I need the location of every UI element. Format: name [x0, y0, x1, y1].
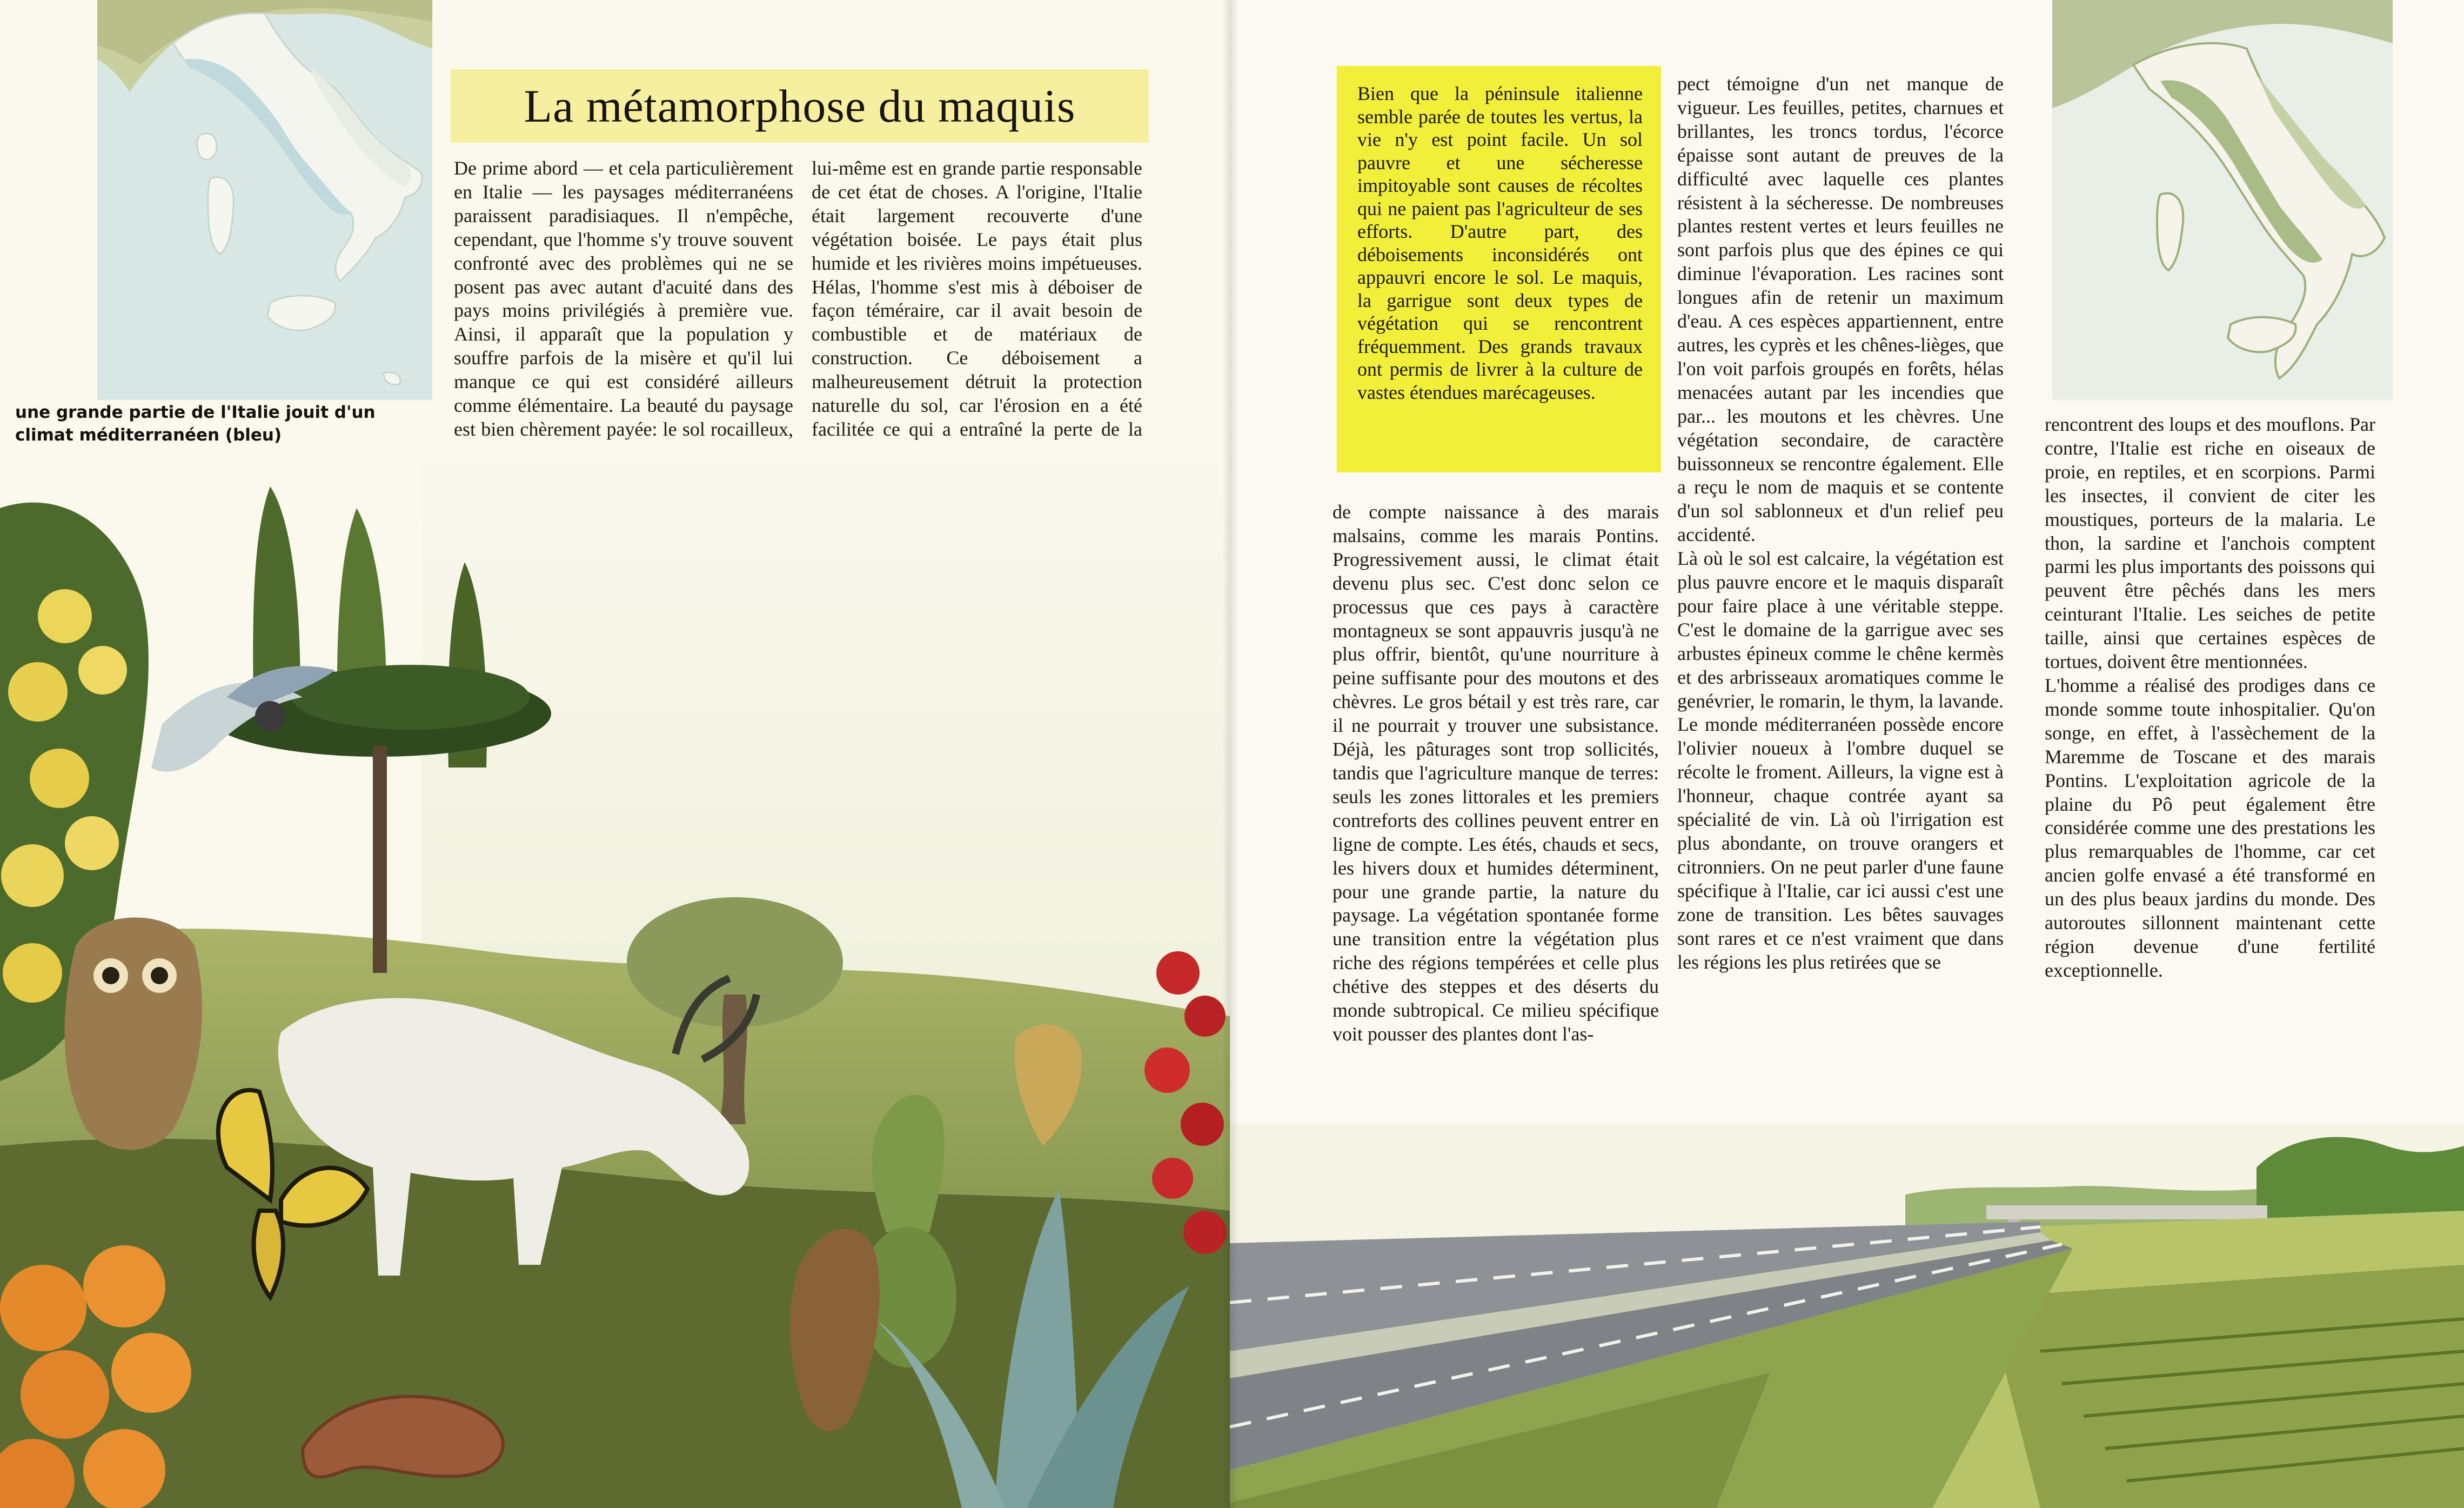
page-gutter: [1222, 0, 1238, 1508]
map-caption: une grande partie de l'Italie jouit d'un climat méditerranéen (bleu): [15, 403, 376, 445]
paragraph: L'homme a réalisé des prodiges dans ce monde somme toute inhospitalier. Qu'on songe, en effet, à l'assèchement de la Maremme de Toscane et des marais Pontins. L'exploitation agricole de la plaine du Pô peut également être considérée comme une des prestations les plus remarquables de l'homme, car cet ancien golfe envasé a été transformé en un des plus beaux jardins du monde. Des autoroutes sillonnent maintenant cette région devenue d'une fertilité exceptionnelle.: [2045, 674, 2375, 981]
title-banner: [451, 69, 1149, 143]
paragraph: pect témoigne d'un net manque de vigueur. Les feuilles, petites, charnues et brillantes, les troncs tordus, l'écorce épaisse sont autant de preuves de la difficulté avec laquelle ces plantes résistent à la sécheresse. De nombreuses plantes restent vertes et leurs feuilles ne sont parfois plus que des épines ce qui diminue l'évaporation. Les racines sont longues afin de retenir un maximum d'eau. A ces espèces appartiennent, entre autres, les cyprès et les chênes-lièges, que l'on voit parfois groupés en forêts, hélas menacées autant par les incendies que par... les moutons et les chèvres. Une végétation secondaire, de caractère buissonneux se rencontre également. Elle a reçu le nom de maquis et se contente d'un sol sablonneux et d'un relief peu accidenté.: [1677, 73, 2004, 546]
paragraph: lui-même est en grande partie responsable de cet état de choses. A l'origine, l'Italie était largement recouverte d'une végétation boisée. Le pays était plus humide et les rivières moins impétueuses. Hélas, l'homme s'est mis à déboiser de façon téméraire, car il avait besoin de combustible et de matériaux de construction. Ce déboisement a malheureusement détruit la protection naturelle du sol, car l'érosion en a été facilitée ce qui a entraîné la perte de la: [812, 157, 1142, 440]
motorway-fields-illustration: [1230, 1124, 2464, 1508]
paragraph: de compte naissance à des marais malsains, comme les marais Pontins. Progressivement aussi, le climat était devenu plus sec. C'est donc selon ce processus que ces pays à caractère montagneux se sont appauvris jusqu'à ne plus offrir, bientôt, qu'une nourriture à peine suffisante pour des moutons et des chèvres. Le gros bétail y est très rare, car il ne pourrait y trouver une subsistance. Déjà, les pâturages sont trop sollicités, tandis que l'agriculture manque de terres: seuls les zones littorales et les premiers contreforts des collines peuvent entrer en ligne de compte. Les étés, chauds et secs, les hivers doux et humides déterminent, pour une grande partie, la nature du paysage. La végétation spontanée forme une transition entre la végétation plus riche des régions tempérées et celle plus chétive des steppes et des déserts du monde subtropical. Ce milieu spécifique voit pousser des plantes dont l'as-: [1333, 501, 1659, 1045]
text-column-right-1: [1333, 501, 1659, 1046]
italy-climate-map: [97, 0, 432, 400]
text-column-right-2: [1677, 72, 2004, 974]
paragraph: rencontrent des loups et des mouflons. Par contre, l'Italie est riche en oiseaux de proie, en reptiles, et en scorpions. Parmi les insectes, il convient de citer les moustiques, porteurs de la malaria. Le thon, la sardine et l'anchois comptent parmi les plus importants des poissons qui peuvent être pêchés dans les mers ceinturant l'Italie. Les seiches de petite taille, ainsi que certaines espèces de tortues, doivent être mentionnées.: [2045, 413, 2375, 673]
page-title: La métamorphose du maquis: [524, 80, 1076, 132]
text-column-right-3: [2045, 413, 2375, 983]
left-page: [0, 0, 1230, 1508]
italy-relief-map: [2052, 0, 2393, 400]
paragraph: Là où le sol est calcaire, la végétation est plus pauvre encore et le maquis disparaît pour faire place à une véritable steppe. C'est le domaine de la garrigue avec ses arbustes épineux comme le chêne kermès et des arbrisseaux aromatiques comme le genévrier, le romarin, le thym, la lavande. Le monde méditerranéen possède encore l'olivier noueux à l'ombre duquel se récolte le froment. Ailleurs, la vigne est à l'honneur, chaque contrée ayant sa spécialité de vin. Là où l'irrigation est plus abondante, on trouve orangers et citronniers. On ne peut parler d'une faune spécifique à l'Italie, car ici aussi c'est une zone de transition. Les bêtes sauvages sont rares et ce n'est vraiment que dans les régions les plus retirées que se: [1677, 548, 2004, 973]
paragraph: De prime abord — et cela particulièrement en Italie — les paysages méditerranéens paraissent paradisiaques. Il n'empêche, cependant, que l'homme s'y trouve souvent confronté avec des problèmes qui ne se posent pas avec autant d'acuité dans des pays moins privilégiés à première vue. Ainsi, il apparaît que la population y souffre parfois de la misère et qu'il lui manque ce qui est considéré ailleurs comme élémentaire. La beauté du paysage est bien chèrement payée: le sol rocailleux,: [454, 157, 793, 440]
fauna-flora-illustration: [0, 443, 1230, 1508]
right-page: [1230, 0, 2464, 1508]
intro-box: Bien que la péninsule italienne semble parée de toutes les vertus, la vie n'y est point facile. Un sol pauvre et une sécheresse impitoyable sont causes de récoltes qui ne paient pas l'agriculteur de ses efforts. D'autre part, des déboisements inconsidérés ont appauvri encore le sol. Le maquis, la garrigue sont deux types de végétation qui se rencontrent fréquemment. Des grands travaux ont permis de livrer à la culture de vastes étendues marécageuses.: [1337, 66, 1661, 472]
